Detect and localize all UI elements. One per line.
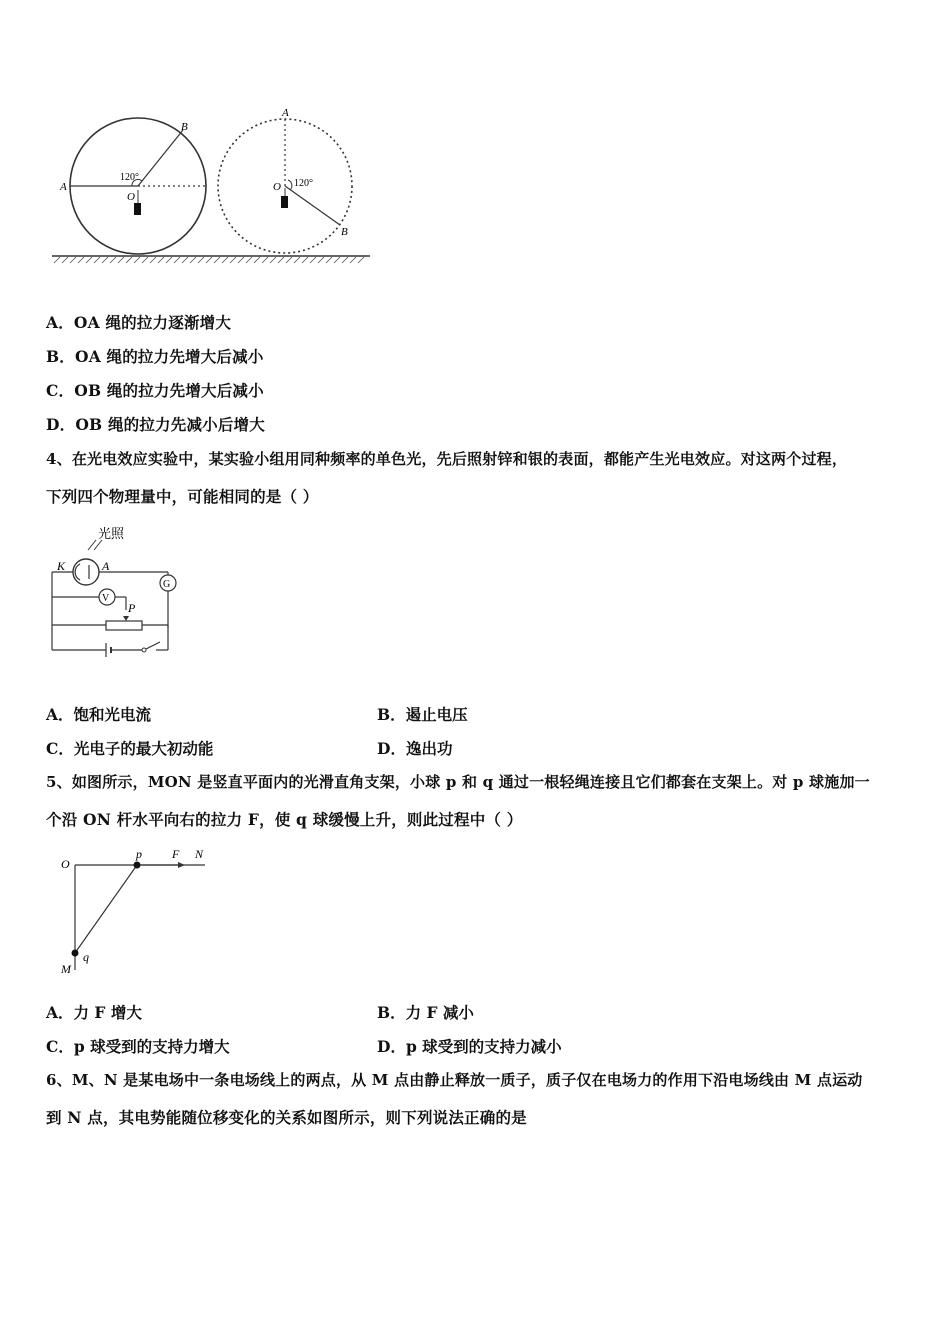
circuit-label-a: A [102,559,110,573]
circles-figure [40,100,380,270]
left-label-b: B [181,121,188,133]
right-label-o: O [273,181,281,193]
right-label-a: A [282,107,289,119]
q6-stem-line2: 到 N 点，其电势能随位移变化的关系如图所示，则下列说法正确的是 [46,1108,527,1127]
left-label-o: O [127,191,135,203]
circuit-label-light: 光照 [98,526,125,541]
phototube [73,559,99,585]
q5-stem-line2: 个沿 ON 杆水平向右的拉力 F，使 q 球缓慢上升，则此过程中（ ） [46,810,523,829]
q6-stem-line1: 6、M、N 是某电场中一条电场线上的两点，从 M 点由静止释放一质子，质子仅在电场力的作用下沿电场线由 M 点运动 [46,1071,863,1089]
left-label-a: A [60,181,67,193]
frame-label-f: F [172,847,180,861]
ball-q [72,950,79,957]
q3-option-a[interactable]: A．OA 绳的拉力逐渐增大 [46,313,232,332]
q4-option-a[interactable]: A．饱和光电流 [46,705,152,724]
circuit-label-k: K [57,559,66,573]
q5-option-d[interactable]: D．p 球受到的支持力减小 [377,1037,562,1056]
switch [146,642,160,649]
q5-option-a[interactable]: A．力 F 增大 [46,1003,142,1022]
right-label-b: B [341,226,348,238]
right-angle-frame-figure [55,840,225,980]
right-rope-ob [285,186,340,225]
q5-option-c[interactable]: C．p 球受到的支持力增大 [46,1037,230,1056]
q5-option-b[interactable]: B．力 F 减小 [377,1003,474,1022]
circuit-label-v: V [102,593,110,604]
q4-option-c[interactable]: C．光电子的最大初动能 [46,739,214,758]
q5-stem-line1: 5、如图所示，MON 是竖直平面内的光滑直角支架，小球 p 和 q 通过一根轻绳连接且它们都套在支架上。对 p 球施加一 [46,773,870,791]
q3-option-b[interactable]: B．OA 绳的拉力先增大后减小 [46,347,264,366]
frame-label-o: O [61,857,70,871]
left-weight [134,203,141,215]
left-rope-ob [138,130,183,186]
rheostat [106,621,142,630]
q3-option-d[interactable]: D．OB 绳的拉力先减小后增大 [46,415,265,434]
left-label-angle: 120° [120,172,139,183]
circuit-label-p: P [128,601,136,615]
q4-stem-line2: 下列四个物理量中，可能相同的是（ ） [46,487,319,506]
frame-label-p: p [136,847,142,861]
ball-p [134,862,141,869]
ground-hatching [54,257,364,263]
right-label-angle: 120° [294,178,313,189]
rope-pq [75,865,137,953]
q4-option-b[interactable]: B．遏止电压 [377,705,468,724]
circuit-label-g: G [163,579,171,590]
frame-label-m: M [61,962,71,976]
photoelectric-circuit-figure [44,520,194,660]
right-weight [281,196,288,208]
frame-label-n: N [195,847,204,861]
q3-option-c[interactable]: C．OB 绳的拉力先增大后减小 [46,381,264,400]
q4-stem-line1: 4、在光电效应实验中，某实验小组用同种频率的单色光，先后照射锌和银的表面，都能产生光电效应。对这两个过程， [46,450,848,468]
q4-option-d[interactable]: D．逸出功 [377,739,453,758]
frame-label-q: q [83,950,89,964]
